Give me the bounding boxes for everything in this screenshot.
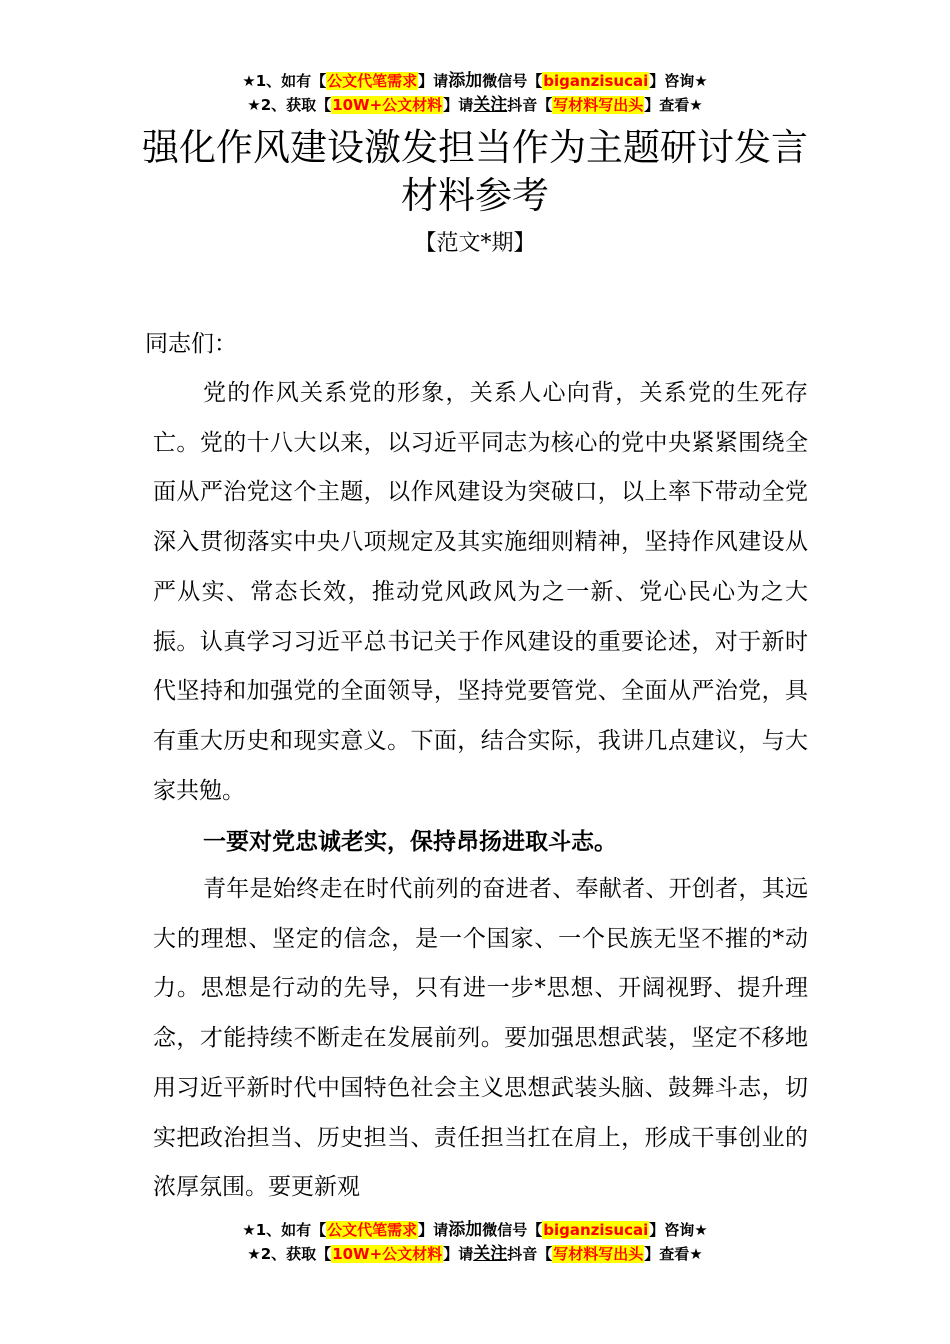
promo-line-1	[0, 1218, 950, 1242]
promo-text: 】请	[418, 1221, 449, 1239]
document-title: 强化作风建设激发担当作为主题研讨发言	[142, 126, 808, 169]
promo-text: ★1、如有【	[242, 72, 327, 90]
promo-text: 微信号【	[482, 1221, 543, 1239]
promo-banner-bottom	[0, 1218, 950, 1266]
promo-highlight: biganzisucai	[543, 72, 649, 90]
promo-text: 】咨询★	[649, 72, 708, 90]
promo-text: 抖音【	[507, 96, 553, 114]
promo-line-1	[0, 69, 950, 93]
promo-emphasis: 关注	[473, 95, 508, 115]
promo-text: 】查看★	[644, 1245, 703, 1263]
promo-highlight: 写材料写出头	[553, 96, 644, 114]
promo-text: ★2、获取【	[247, 1245, 332, 1263]
promo-text: 】请	[418, 72, 449, 90]
promo-text: 】咨询★	[649, 1221, 708, 1239]
promo-highlight: 10W+公文材料	[332, 96, 443, 114]
promo-text: 抖音【	[507, 1245, 553, 1263]
promo-text: ★1、如有【	[242, 1221, 327, 1239]
document-subtitle: 【范文*期】	[414, 231, 536, 256]
promo-highlight: 公文代笔需求	[327, 72, 418, 90]
promo-line-2	[0, 93, 950, 117]
promo-emphasis: 添加	[448, 1220, 483, 1240]
promo-banner-top	[0, 69, 950, 117]
promo-text: 】查看★	[644, 96, 703, 114]
promo-text: 】请	[443, 1245, 474, 1263]
promo-highlight: 写材料写出头	[553, 1245, 644, 1263]
promo-highlight: biganzisucai	[543, 1221, 649, 1239]
document-title-continued: 材料参考	[401, 174, 549, 217]
section-heading: 一要对党忠诚老实，保持昂扬进取斗志。	[203, 828, 617, 855]
promo-highlight: 10W+公文材料	[332, 1245, 443, 1263]
body-paragraph: 党的作风关系党的形象，关系人心向背，关系党的生死存亡。党的十八大以来，以习近平同志为核心的党中央紧紧围绕全面从严治党这个主题，以作风建设为突破口，以上率下带动全党深入贯彻落实中央八项规定及其实施细则精神，坚持作风建设从严从实、常态长效，推动党风政风为之一新、党心民心为之大振。认真学习习近平总书记关于作风建设的重要论述，对于新时代坚持和加强党的全面领导，坚持党要管党、全面从严治党，具有重大历史和现实意义。下面，结合实际，我讲几点建议，与大家共勉。	[153, 380, 808, 804]
promo-highlight: 公文代笔需求	[327, 1221, 418, 1239]
body-paragraph: 青年是始终走在时代前列的奋进者、奉献者、开创者，其远大的理想、坚定的信念，是一个国家、一个民族无坚不摧的*动力。思想是行动的先导，只有进一步*思想、开阔视野、提升理念，才能持续不断走在发展前列。要加强思想武装，坚定不移地用习近平新时代中国特色社会主义思想武装头脑、鼓舞斗志，切实把政治担当、历史担当、责任担当扛在肩上，形成干事创业的浓厚氛围。要更新观	[153, 876, 808, 1201]
greeting: 同志们：	[145, 331, 237, 357]
promo-text: 微信号【	[482, 72, 543, 90]
promo-text: 】请	[443, 96, 474, 114]
promo-line-2	[0, 1242, 950, 1266]
promo-emphasis: 关注	[473, 1244, 508, 1264]
promo-emphasis: 添加	[448, 71, 483, 91]
promo-text: ★2、获取【	[247, 96, 332, 114]
